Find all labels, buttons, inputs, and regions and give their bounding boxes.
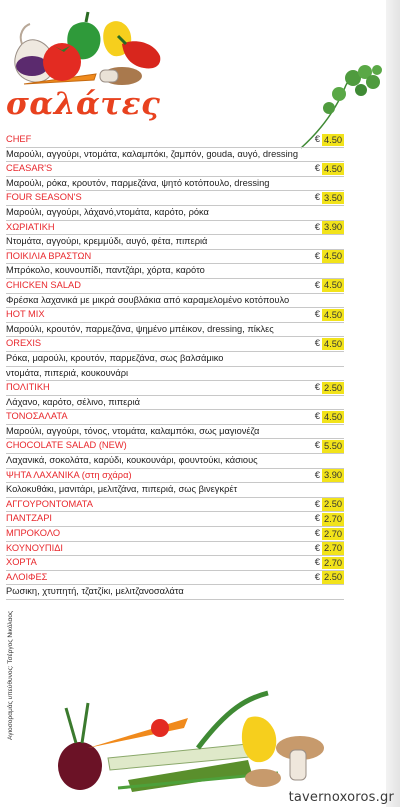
menu-item [6, 527, 344, 542]
currency-symbol: € [314, 134, 320, 145]
item-price: 3.50 [324, 192, 343, 203]
currency-symbol: € [314, 513, 320, 525]
menu-item [6, 279, 344, 294]
menu-item [6, 191, 344, 206]
item-name: ΧΩΡΙΑΤΙΚΗ [6, 221, 55, 232]
red-pepper-icon [118, 36, 160, 69]
mushroom-icon [100, 67, 142, 85]
item-description: Κολοκυθάκι, μανιτάρι, μελιτζάνα, πιπεριά, σως βινεγκρέτ [6, 484, 238, 495]
item-name: ΑΛΟΙΦΕΣ [6, 571, 48, 582]
currency-symbol: € [314, 163, 320, 175]
menu-item [6, 556, 344, 571]
item-description: Μπρόκολο, κουνουπίδι, παντζάρι, χόρτα, καρότο [6, 265, 205, 276]
section-title: σαλάτες [6, 86, 161, 122]
menu-item [6, 512, 344, 527]
currency-symbol: € [314, 221, 320, 233]
item-description: Μαρούλι, αγγούρι, ντομάτα, καλαμπόκι, ζαμπόν, gouda, αυγό, dressing [6, 148, 298, 159]
watermark: tavernoxoros.gr [288, 790, 394, 805]
menu-list [6, 133, 344, 600]
menu-item [6, 381, 344, 396]
menu-item [6, 469, 344, 484]
currency-symbol: € [314, 382, 320, 394]
menu-item-description-row [6, 367, 344, 382]
tomato-icon [43, 43, 81, 81]
item-price: 2.50 [324, 572, 343, 583]
currency-symbol: € [314, 440, 320, 452]
menu-item-description-row [6, 323, 344, 338]
item-description: Μαρούλι, ρόκα, κρουτόν, παρμεζάνα, ψητό κοτόπουλο, dressing [6, 177, 270, 188]
item-price: 4.50 [324, 338, 343, 349]
menu-item [6, 337, 344, 352]
item-name: ΠΑΝΤΖΑΡΙ [6, 513, 52, 524]
item-description: ντομάτα, πιπεριά, κουκουνάρι [6, 367, 129, 378]
menu-item-description-row [6, 148, 344, 163]
menu-item-description-row [6, 352, 344, 367]
menu-item-description-row [6, 396, 344, 411]
item-description: Ντομάτα, αγγούρι, κρεμμύδι, αυγό, φέτα, πιπεριά [6, 236, 208, 247]
currency-symbol: € [314, 557, 320, 569]
menu-item [6, 133, 344, 148]
item-price: 4.50 [324, 411, 343, 422]
menu-item-description-row [6, 585, 344, 600]
page-edge [386, 0, 400, 807]
menu-item-description-row [6, 235, 344, 250]
item-price: 2.70 [324, 543, 343, 554]
currency-symbol: € [314, 528, 320, 540]
item-name: ΜΠΡΟΚΟΛΟ [6, 528, 61, 539]
menu-item [6, 542, 344, 557]
menu-item-description-row [6, 483, 344, 498]
item-name: ΧΟΡΤΑ [6, 557, 37, 568]
currency-symbol: € [314, 309, 320, 321]
item-description: Λαχανικά, σοκολάτα, καρύδι, κουκουνάρι, φουντούκι, κάσιους [6, 455, 258, 466]
menu-item [6, 439, 344, 454]
item-price: 4.50 [324, 251, 343, 262]
item-description: Μαρούλι, αγγούρι, τόνος, ντομάτα, καλαμπόκι, σως μαγιονέζα [6, 425, 260, 436]
item-description: Ρόκα, μαρούλι, κρουτόν, παρμεζάνα, σως βαλσάμικο [6, 352, 224, 363]
item-price: 2.70 [324, 557, 343, 568]
tomato-icon [151, 719, 169, 737]
currency-symbol: € [314, 338, 320, 350]
menu-item [6, 250, 344, 265]
item-price: 4.50 [324, 163, 343, 174]
menu-item [6, 410, 344, 425]
item-description: Λάχανο, καρότο, σέλινο, πιπεριά [6, 396, 141, 407]
currency-symbol: € [314, 469, 320, 481]
menu-item [6, 221, 344, 236]
yellow-pepper-icon [242, 717, 276, 763]
menu-item-description-row [6, 425, 344, 440]
item-price: 5.50 [324, 440, 343, 451]
item-name: ΨΗΤΑ ΛΑΧΑΝΙΚΑ (στη σχάρα) [6, 469, 132, 480]
menu-item [6, 308, 344, 323]
vegetables-illustration [4, 4, 164, 94]
item-description: Φρέσκα λαχανικά με μικρά σουβλάκια από καραμελομένο κοτόπουλο [6, 294, 290, 305]
menu-item [6, 498, 344, 513]
menu-item-description-row [6, 454, 344, 469]
item-price: 3.90 [324, 222, 343, 233]
currency-symbol: € [314, 192, 320, 204]
item-name: CEASAR'S [6, 163, 53, 174]
item-price: 3.90 [324, 470, 343, 481]
item-name: CHOCOLATE SALAD (NEW) [6, 440, 127, 451]
menu-item [6, 162, 344, 177]
beetroot-icon [58, 703, 102, 790]
item-description: Μαρούλι, αγγούρι, λάχανό,ντομάτα, καρότο, ρόκα [6, 206, 209, 217]
item-description: Μαρούλι, κρουτόν, παρμεζάνα, ψημένο μπέικον, dressing, πίκλες [6, 323, 274, 334]
footer-vegetables-illustration [48, 688, 338, 798]
item-price: 4.50 [324, 134, 343, 145]
item-price: 2.70 [324, 513, 343, 524]
item-name: OREXIS [6, 338, 42, 349]
menu-item [6, 571, 344, 586]
currency-symbol: € [314, 250, 320, 262]
currency-symbol: € [314, 498, 320, 510]
currency-symbol: € [314, 279, 320, 291]
item-name: ΑΓΓΟΥΡΟΝΤΟΜΑΤΑ [6, 498, 93, 509]
eggplant-icon [16, 56, 48, 76]
item-description: Ρωσικη, χτυπητή, τζατζίκι, μελιτζανοσαλάτα [6, 586, 184, 597]
credit-text: Αγιοσοραμάς υπεύθυνος: Τσέργος Νικόλαος [7, 610, 14, 740]
item-price: 4.50 [324, 309, 343, 320]
currency-symbol: € [314, 542, 320, 554]
item-name: ΤΟΝΟΣΑΛΑΤΑ [6, 411, 68, 422]
menu-item-description-row [6, 177, 344, 192]
menu-item-description-row [6, 206, 344, 221]
item-price: 2.50 [324, 499, 343, 510]
item-price: 2.70 [324, 528, 343, 539]
menu-item-description-row [6, 264, 344, 279]
item-name: ΚΟΥΝΟΥΠΙΔΙ [6, 542, 63, 553]
item-name: ΠΟΙΚΙΛΙΑ ΒΡΑΣΤΩΝ [6, 250, 92, 261]
menu-item-description-row [6, 294, 344, 309]
currency-symbol: € [314, 411, 320, 423]
item-name: CHICKEN SALAD [6, 279, 81, 290]
item-name: HOT MIX [6, 309, 45, 320]
item-price: 4.50 [324, 280, 343, 291]
currency-symbol: € [314, 571, 320, 583]
item-price: 2.50 [324, 382, 343, 393]
item-name: FOUR SEASON'S [6, 192, 82, 203]
item-name: ΠΟΛΙΤΙΚΗ [6, 382, 50, 393]
carrot-icon [88, 718, 188, 748]
item-name: CHEF [6, 134, 32, 144]
